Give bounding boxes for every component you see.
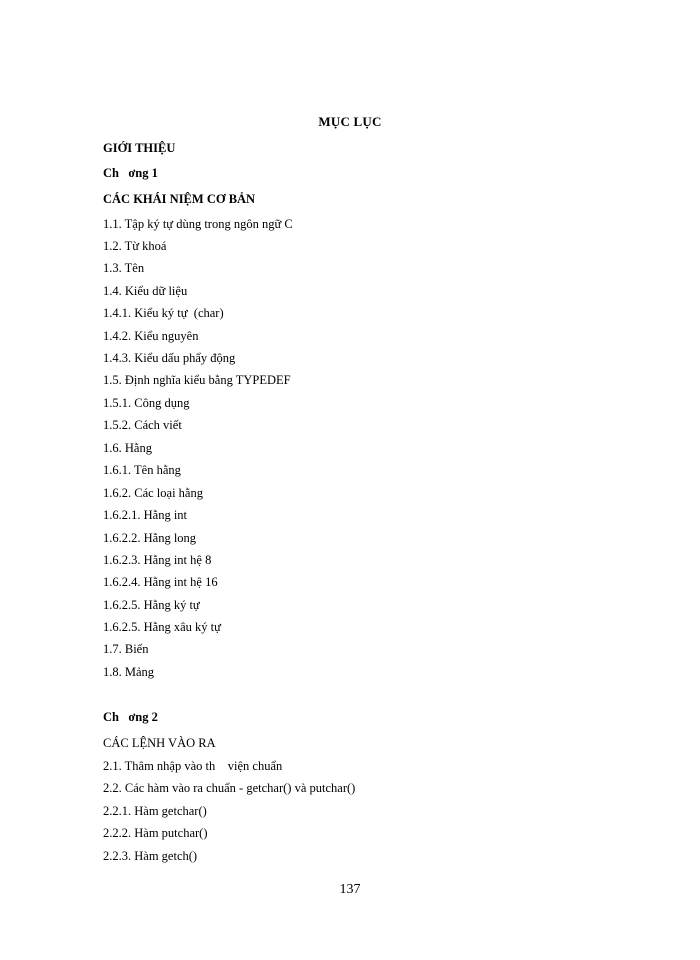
toc-entry: 1.6.2.3. Hằng int hệ 8 [103,553,212,567]
toc-entry: 1.5.1. Công dụng [103,396,190,410]
chapter1-title: CÁC KHÁI NIỆM CƠ BẢN [103,192,256,206]
toc-entry: 1.6.2.2. Hằng long [103,531,197,545]
toc-entry: 1.6.1. Tên hằng [103,463,181,477]
toc-entry: 1.4.1. Kiểu ký tự (char) [103,306,224,320]
page-number: 137 [339,882,361,897]
toc-entry: 1.4.2. Kiểu nguyên [103,329,199,343]
toc-entry: 2.2.3. Hàm getch() [103,849,198,863]
toc-entry: 1.8. Mảng [103,665,155,679]
toc-entry: 1.1. Tập ký tự dùng trong ngôn ngữ C [103,217,293,231]
toc-entry: 1.3. Tên [103,261,145,275]
toc-entry: 1.4.3. Kiểu dấu phẩy động [103,351,236,365]
chapter2-title: CÁC LỆNH VÀO RA [103,736,216,750]
intro-heading: GIỚI THIỆU [103,141,176,155]
toc-entry: 1.4. Kiểu dữ liệu [103,284,188,298]
toc-entry: 1.7. Biến [103,642,149,656]
toc-entry: 1.5. Định nghĩa kiểu bằng TYPEDEF [103,373,291,387]
toc-entry: 1.6.2.5. Hằng xâu ký tự [103,620,221,634]
toc-entry: 2.2. Các hàm vào ra chuẩn - getchar() và putchar() [103,781,356,795]
toc-title: MỤC LỤC [318,114,382,129]
toc-entry: 2.1. Thâm nhập vào th viện chuẩn [103,759,283,773]
toc-entry: 1.5.2. Cách viết [103,418,182,432]
chapter1-label: Ch ơng 1 [103,166,158,180]
toc-entry: 1.6.2.1. Hằng int [103,508,188,522]
chapter2-label: Ch ơng 2 [103,710,158,724]
toc-entry: 1.6.2.5. Hằng ký tự [103,598,200,612]
toc-entry: 2.2.2. Hàm putchar() [103,826,208,840]
toc-entry: 2.2.1. Hàm getchar() [103,804,207,818]
toc-entry: 1.6.2.4. Hằng int hệ 16 [103,575,218,589]
toc-entry: 1.6. Hằng [103,441,152,455]
toc-entry: 1.6.2. Các loại hằng [103,486,203,500]
toc-entry: 1.2. Từ khoá [103,239,167,253]
